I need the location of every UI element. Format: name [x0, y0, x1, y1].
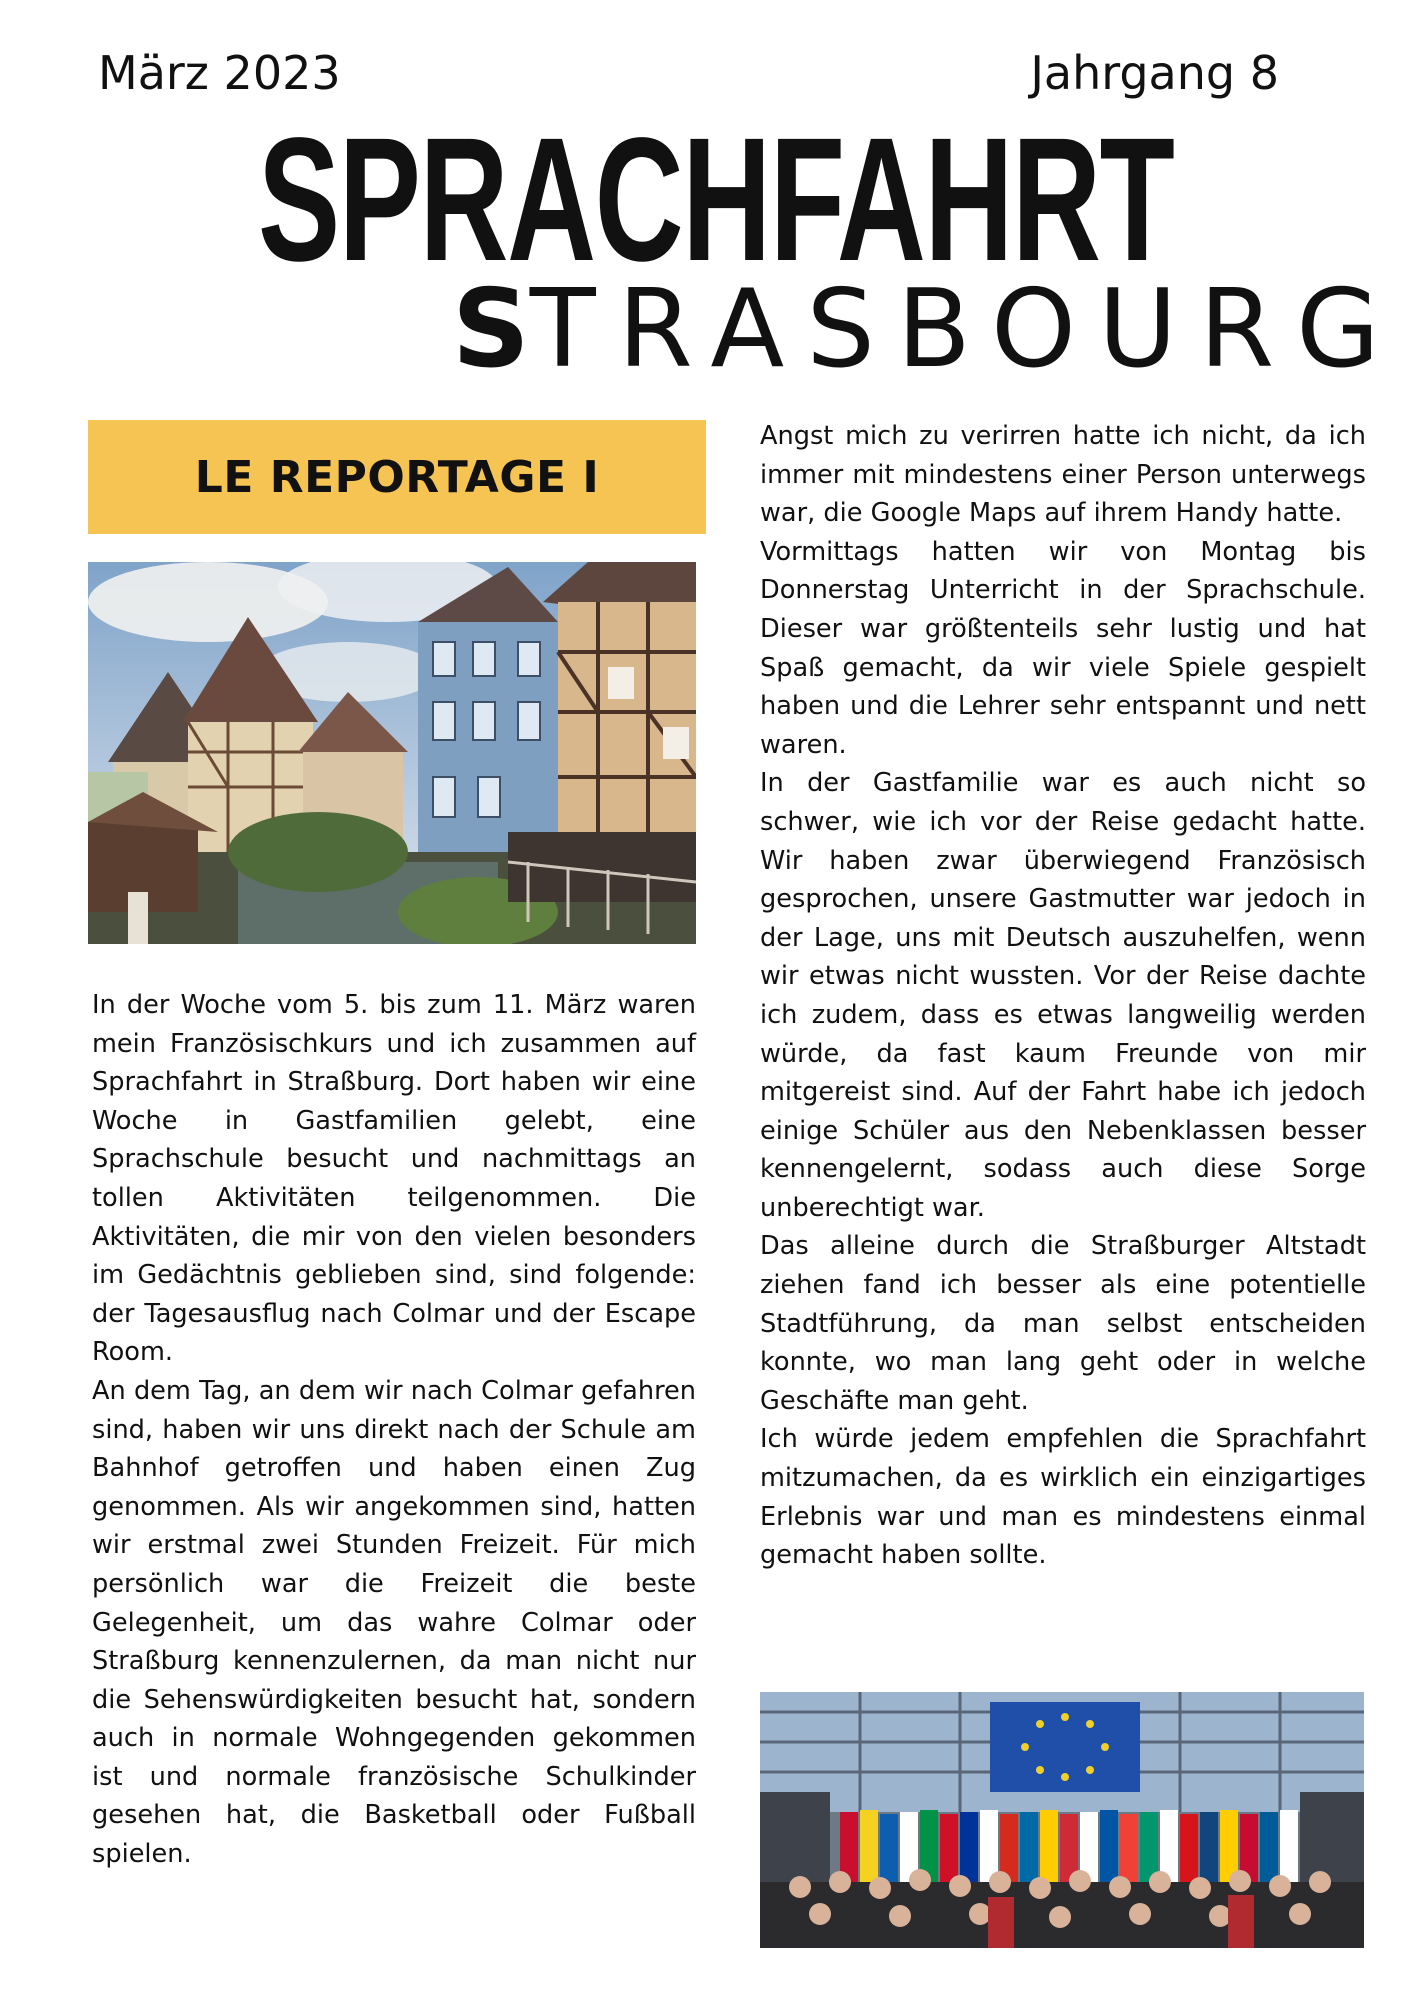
article-paragraph: An dem Tag, an dem wir nach Colmar gefahren sind, haben wir uns direkt nach der Schule am Bahnhof getroffen und haben einen Zug genommen. Als wir angekommen sind, hatten wir erstmal zwei Stunden Freizeit. Für mich persönlich war die Freizeit die beste Gelegenheit, um das wahre Colmar oder Straßburg kennenzulernen, da man nicht nur die Sehenswürdigkeiten besucht hat, sondern auch in normale Wohngegenden gekommen ist und normale französische Schulkinder gesehen hat, die Basketball oder Fußball spielen. [92, 1375, 696, 1870]
section-banner [88, 420, 706, 534]
article-paragraph: Das alleine durch die Straßburger Altstadt ziehen fand ich besser als eine potentielle Stadtführung, da man selbst entscheiden konnte, wo man lang geht oder in welche Geschäfte man geht. [760, 1231, 1366, 1416]
subtitle-initial: S [452, 267, 530, 392]
article-paragraph: Ich würde jedem empfehlen die Sprachfahrt mitzumachen, da es wirklich ein einzigartiges Erlebnis war und man es mindestens einmal gemacht haben sollte. [760, 1424, 1366, 1571]
article-paragraph: In der Woche vom 5. bis zum 11. März waren mein Französischkurs und ich zusammen auf Sprachfahrt in Straßburg. Dort haben wir eine Woche in Gastfamilien gelebt, eine Sprachschule besucht und nachmittags an tollen Aktivitäten teilgenommen. Die Aktivitäten, die mir von den vielen besonders im Gedächtnis geblieben sind, sind folgende: der Tagesausflug nach Colmar und der Escape Room. [92, 990, 696, 1368]
subtitle-rest: TRASBOURG [529, 267, 1402, 392]
grade-label: Jahrgang 8 [1030, 46, 1279, 100]
article-column-right [760, 417, 1366, 1575]
page-title: SPRACHFAHRT [258, 102, 1174, 298]
article-paragraph: Angst mich zu verirren hatte ich nicht, da ich immer mit mindestens einer Person unterwegs war, die Google Maps auf ihrem Handy hatte. [760, 421, 1366, 529]
issue-date: März 2023 [98, 46, 341, 100]
photo-group [760, 1692, 1364, 1948]
photo-group-flags-icon [760, 1692, 1364, 1948]
page-subtitle [452, 267, 1402, 392]
article-paragraph: In der Gastfamilie war es auch nicht so schwer, wie ich vor der Reise gedacht hatte. Wir haben zwar überwiegend Französisch gesprochen, unsere Gastmutter war jedoch in der Lage, uns mit Deutsch auszuhelfen, wenn wir etwas nicht wussten. Vor der Reise dachte ich zudem, dass es etwas langweilig werden würde, da fast kaum Freunde von mir mitgereist sind. Auf der Fahrt habe ich jedoch einige Schüler aus den Nebenklassen besser kennengelernt, sodass auch diese Sorge unberechtigt war. [760, 768, 1366, 1223]
article-column-left [92, 986, 696, 1874]
article-paragraph: Vormittags hatten wir von Montag bis Donnerstag Unterricht in der Sprachschule. Dieser war größtenteils sehr lustig und hat Spaß gemacht, da wir viele Spiele gespielt haben und die Lehrer sehr entspannt und nett waren. [760, 536, 1366, 760]
photo-colmar-houses-icon [88, 562, 696, 944]
photo-colmar [88, 562, 696, 944]
section-banner-label: LE REPORTAGE I [194, 451, 600, 503]
